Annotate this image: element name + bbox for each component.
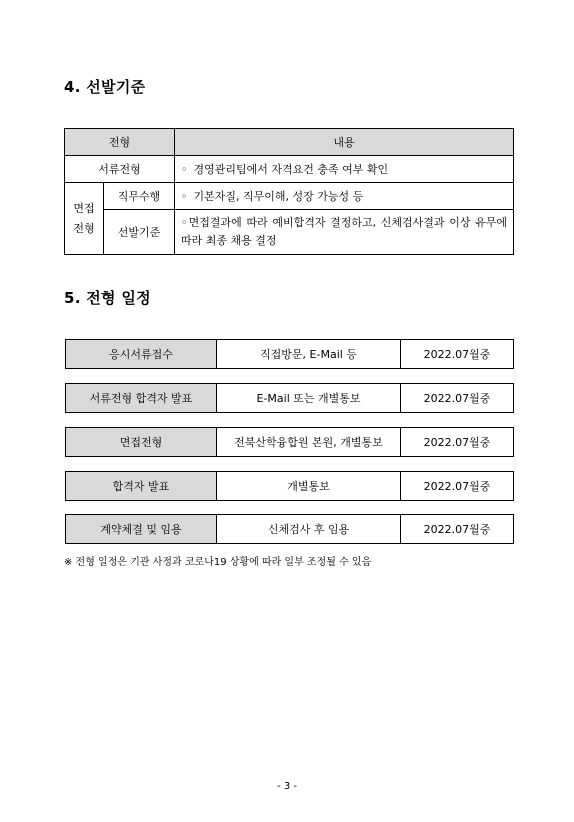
stage-cell: 직무수행 bbox=[104, 183, 175, 210]
table-row bbox=[65, 156, 514, 183]
content-cell bbox=[175, 210, 514, 255]
schedule-method: 개별통보 bbox=[217, 472, 401, 500]
schedule-row bbox=[65, 427, 514, 457]
schedule-date: 2022.07월중 bbox=[423, 523, 491, 536]
stage-cell: 서류전형 bbox=[65, 156, 175, 183]
schedule-row bbox=[65, 514, 514, 544]
schedule-step: 응시서류접수 bbox=[66, 340, 217, 368]
table-row bbox=[65, 210, 514, 255]
bullet-icon: ◦ bbox=[181, 163, 188, 176]
schedule-step: 계약체결 및 임용 bbox=[66, 515, 217, 543]
schedule-date: 2022.07월중 bbox=[423, 392, 491, 405]
group-cell: 면접 전형 bbox=[65, 183, 104, 255]
schedule-note: ※ 전형 일정은 기관 사정과 코로나19 상황에 따라 일부 조정될 수 있음 bbox=[64, 557, 372, 568]
page-number: - 3 - bbox=[277, 781, 297, 792]
table-row bbox=[65, 183, 514, 210]
schedule-method: E-Mail 또는 개별통보 bbox=[217, 384, 401, 412]
section-4-title: 4. 선발기준 bbox=[64, 78, 146, 96]
schedule-date: 2022.07월중 bbox=[423, 436, 491, 449]
content-text: 경영관리팀에서 자격요건 충족 여부 확인 bbox=[193, 163, 389, 176]
table-header-row bbox=[65, 129, 514, 156]
content-cell bbox=[175, 156, 514, 183]
selection-criteria-table bbox=[64, 128, 514, 255]
content-cell bbox=[175, 183, 514, 210]
schedule-row bbox=[65, 339, 514, 369]
header-stage: 전형 bbox=[65, 129, 175, 156]
schedule-row bbox=[65, 383, 514, 413]
bullet-icon: ◦ bbox=[181, 216, 189, 229]
schedule-method: 전북산학융합원 본원, 개별통보 bbox=[217, 428, 401, 456]
section-5-title: 5. 전형 일정 bbox=[64, 289, 151, 307]
schedule-step: 합격자 발표 bbox=[66, 472, 217, 500]
schedule-date: 2022.07월중 bbox=[423, 480, 491, 493]
schedule-step: 서류전형 합격자 발표 bbox=[66, 384, 217, 412]
schedule-step: 면접전형 bbox=[66, 428, 217, 456]
content-text: 기본자질, 직무이해, 성장 가능성 등 bbox=[193, 190, 364, 203]
schedule-row bbox=[65, 471, 514, 501]
schedule-date: 2022.07월중 bbox=[423, 348, 491, 361]
schedule-method: 직접방문, E-Mail 등 bbox=[217, 340, 401, 368]
content-text: 면접결과에 따라 예비합격자 결정하고, 신체검사결과 이상 유무에 따라 최종 채용 결정 bbox=[181, 216, 507, 247]
schedule-method: 신체검사 후 임용 bbox=[217, 515, 401, 543]
stage-cell: 선발기준 bbox=[104, 210, 175, 255]
bullet-icon: ◦ bbox=[181, 190, 188, 203]
header-content: 내용 bbox=[175, 129, 514, 156]
